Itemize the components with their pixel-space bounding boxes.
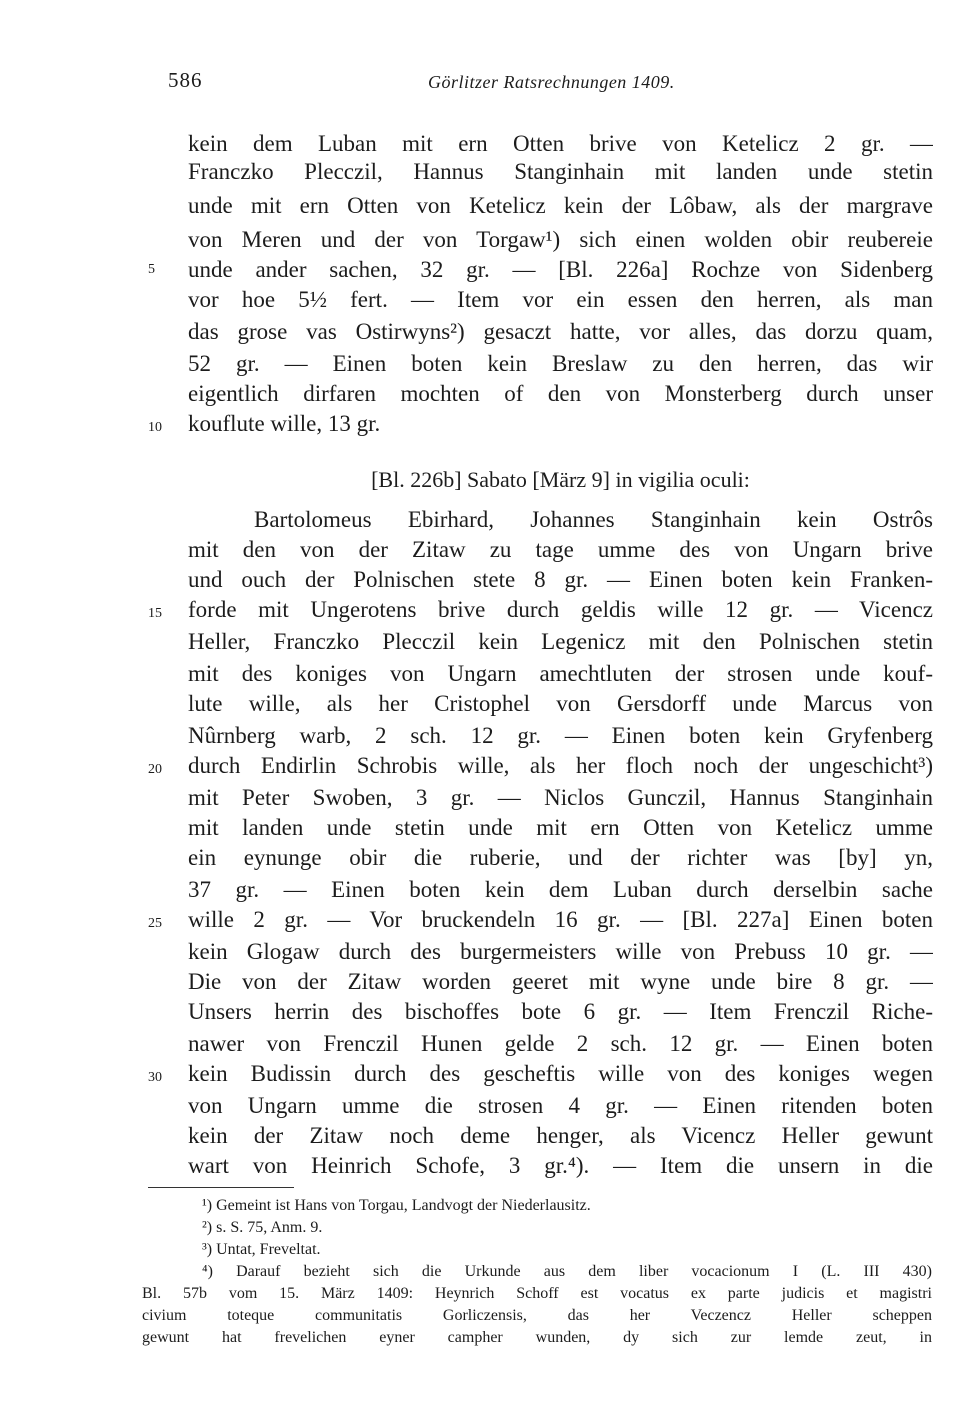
text-line: Heller, Franczko Plecczil kein Legenicz mit den Polnischen stetin: [188, 629, 933, 654]
text-line: Nûrnberg warb, 2 sch. 12 gr. — Einen boten kein Gryfenberg: [188, 723, 933, 748]
text-line: nawer von Frenczil Hunen gelde 2 sch. 12 gr. — Einen boten: [188, 1031, 933, 1056]
text-line: Bartolomeus Ebirhard, Johannes Stanginhain kein Ostrôs: [254, 507, 933, 532]
page-number: 586: [168, 68, 203, 92]
text-line: kein dem Luban mit ern Otten brive von Ketelicz 2 gr. —: [188, 131, 933, 156]
text-line: 52 gr. — Einen boten kein Breslaw zu den herren, das wir: [188, 351, 933, 376]
footnote-divider: [148, 1187, 294, 1188]
text-line: forde mit Ungerotens brive durch geldis wille 12 gr. — Vicencz: [188, 597, 933, 622]
text-line: kein der Zitaw noch deme henger, als Vicencz Heller gewunt: [188, 1123, 933, 1148]
text-line: Unsers herrin des bischoffes bote 6 gr. — Item Frenczil Riche-: [188, 999, 933, 1024]
text-line: kein Glogaw durch des burgermeisters wille von Prebuss 10 gr. —: [188, 939, 933, 964]
line-number: 10: [148, 420, 162, 435]
text-line: Franczko Plecczil, Hannus Stanginhain mit landen unde stetin: [188, 159, 933, 184]
text-line: Die von der Zitaw worden geeret mit wyne unde bire 8 gr. —: [188, 969, 933, 994]
text-line: unde mit ern Otten von Ketelicz kein der Lôbaw, als der margrave: [188, 193, 933, 218]
text-line: wart von Heinrich Schofe, 3 gr.⁴). — Item die unsern in die: [188, 1153, 933, 1178]
text-line: mit landen unde stetin unde mit ern Otten von Ketelicz umme: [188, 815, 933, 840]
text-line: 37 gr. — Einen boten kein dem Luban durch derselbin sache: [188, 877, 933, 902]
text-line: wille 2 gr. — Vor bruckendeln 16 gr. — [Bl. 227a] Einen boten: [188, 907, 933, 932]
footnote: ⁴) Darauf bezieht sich die Urkunde aus dem liber vocacionum I (L. III 430): [202, 1263, 932, 1280]
footnote: ³) Untat, Freveltat.: [202, 1241, 321, 1258]
line-number: 20: [148, 762, 162, 777]
text-line: mit Peter Swoben, 3 gr. — Niclos Gunczil, Hannus Stanginhain: [188, 785, 933, 810]
text-line: das grose vas Ostirwyns²) gesaczt hatte, vor alles, das dorzu quam,: [188, 319, 933, 344]
text-line: durch Endirlin Schrobis wille, als her floch noch der ungeschicht³): [188, 753, 933, 778]
footnote: ¹) Gemeint ist Hans von Torgau, Landvogt der Niederlausitz.: [202, 1197, 591, 1214]
text-line: mit den von der Zitaw zu tage umme des von Ungarn brive: [188, 537, 933, 562]
text-line: unde ander sachen, 32 gr. — [Bl. 226a] Rochze von Sidenberg: [188, 257, 933, 282]
footnote: Bl. 57b vom 15. März 1409: Heynrich Schoff est vocatus ex parte judicis et magistri: [142, 1285, 932, 1302]
text-line: von Meren und der von Torgaw¹) sich einen wolden obir reubereie: [188, 227, 933, 252]
text-line: und ouch der Polnischen stete 8 gr. — Einen boten kein Franken-: [188, 567, 933, 592]
footnote: ²) s. S. 75, Anm. 9.: [202, 1219, 323, 1236]
line-number: 5: [148, 262, 155, 277]
line-number: 25: [148, 916, 162, 931]
footnote: civium toteque communitatis Gorliczensis, das her Veczencz Heller scheppen: [142, 1307, 932, 1324]
text-line: ein eynunge obir die ruberie, und der richter was [by] yn,: [188, 845, 933, 870]
line-number: 15: [148, 606, 162, 621]
line-number: 30: [148, 1070, 162, 1085]
text-line: mit des koniges von Ungarn amechtluten der strosen unde kouf-: [188, 661, 933, 686]
text-line: eigentlich dirfaren mochten of den von Monsterberg durch unser: [188, 381, 933, 406]
text-line: von Ungarn umme die strosen 4 gr. — Einen ritenden boten: [188, 1093, 933, 1118]
text-line: kouflute wille, 13 gr.: [188, 411, 381, 436]
text-line: kein Budissin durch des gescheftis wille von des koniges wegen: [188, 1061, 933, 1086]
footnote: gewunt hat frevelichen eyner campher wunden, dy sich zur lemde zeut, in: [142, 1329, 932, 1346]
text-line: vor hoe 5½ fert. — Item vor ein essen den herren, als man: [188, 287, 933, 312]
section-heading: [Bl. 226b] Sabato [März 9] in vigilia oculi:: [371, 467, 750, 492]
page-header: [168, 68, 928, 108]
text-line: lute wille, als her Cristophel von Gersdorff unde Marcus von: [188, 691, 933, 716]
running-title: Görlitzer Ratsrechnungen 1409.: [428, 72, 675, 92]
